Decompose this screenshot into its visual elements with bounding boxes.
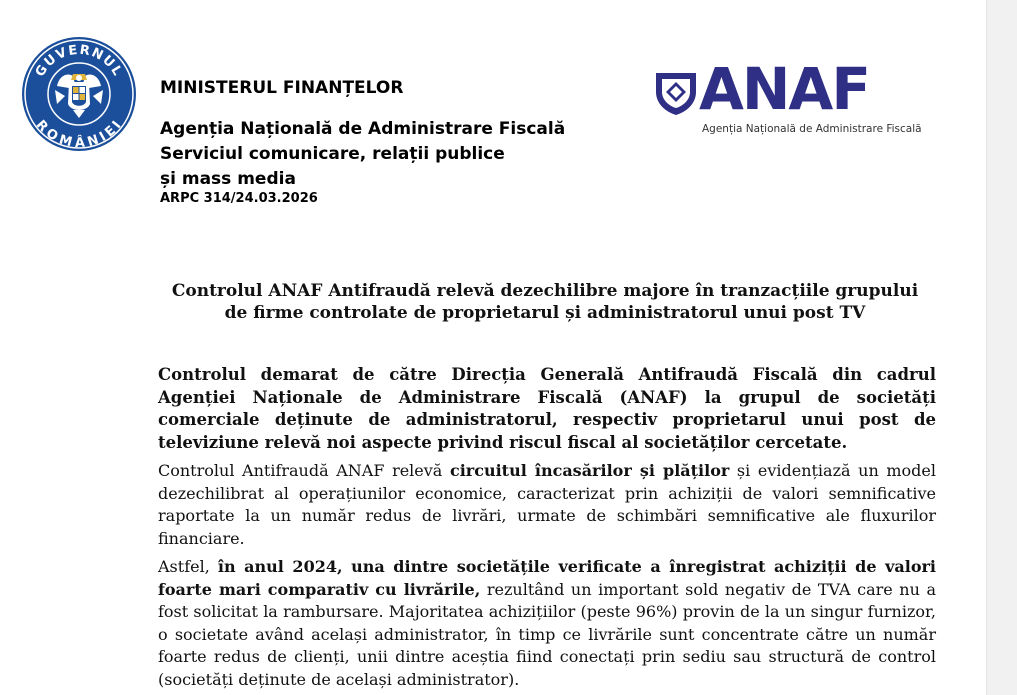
vertical-scrollbar[interactable] <box>986 0 1017 695</box>
lead-paragraph: Controlul demarat de către Direcția Generală Antifraudă Fiscală din cadrul Agenției Naționale de Administrare Fiscală (ANAF) la grupul de societăți comerciale deținute de administratorul, respectiv proprietarul unui post de televiziune relevă noi aspecte privind riscul fiscal al societăților cercetate. <box>158 365 936 452</box>
department-name-line1: Serviciul comunicare, relații publice <box>160 144 505 164</box>
paragraph2-highlight: în anul 2024, una dintre societățile verificate a înregistrat achiziții de valori foarte mari comparativ cu livrările, <box>158 557 936 599</box>
paragraph1-highlight: circuitul încasărilor și plăților <box>449 461 730 480</box>
department-name-line2: și mass media <box>160 169 296 189</box>
anaf-subtitle: Agenția Națională de Administrare Fiscală <box>702 123 922 135</box>
paragraph2-text-end: rezultând un important sold negativ de TVA care nu a fost solicitat la rambursare. Majoritatea achizițiilor (peste 96%) provin de la un singur furnizor, o societate având același administrator, în timp ce livrările sunt concentrate către un număr foarte redus de clienți, unii dintre aceștia fiind conectați prin sediu sau structură de control (societăți deținute de același administrator). <box>158 579 936 689</box>
reference-number: ARPC 314/24.03.2026 <box>160 191 318 206</box>
seal-text-bottom: ROMÂNIEI <box>32 117 126 151</box>
government-seal-icon <box>21 36 137 152</box>
seal-text-top: GUVERNUL <box>32 42 126 80</box>
anaf-logo <box>654 55 924 140</box>
paragraph1-text-start: Controlul Antifraudă ANAF relevă <box>158 461 450 480</box>
body-paragraph-2 <box>158 556 936 691</box>
agency-block <box>160 117 565 192</box>
body-paragraph-1 <box>158 460 936 550</box>
anaf-shield-icon <box>654 70 698 116</box>
title-line1: Controlul ANAF Antifraudă relevă dezechilibre majore în tranzacțiile grupului <box>171 281 919 301</box>
anaf-wordmark: ANAF <box>699 55 869 123</box>
agency-name: Agenția Națională de Administrare Fiscală <box>160 119 566 139</box>
title-line2: de firme controlate de proprietarul și administratorul unui post TV <box>224 303 866 323</box>
press-release-title <box>150 280 940 324</box>
paragraph1-text-end: și evidențiază un model dezechilibrat al operațiunilor economice, caracterizat prin achiziții de valori semnificative raportate la un număr redus de livrări, urmate de schimbări semnificative ale fluxurilor financiare. <box>158 461 937 548</box>
ministry-name: MINISTERUL FINANȚELOR <box>160 78 404 98</box>
paragraph2-text-start: Astfel, <box>158 557 218 576</box>
